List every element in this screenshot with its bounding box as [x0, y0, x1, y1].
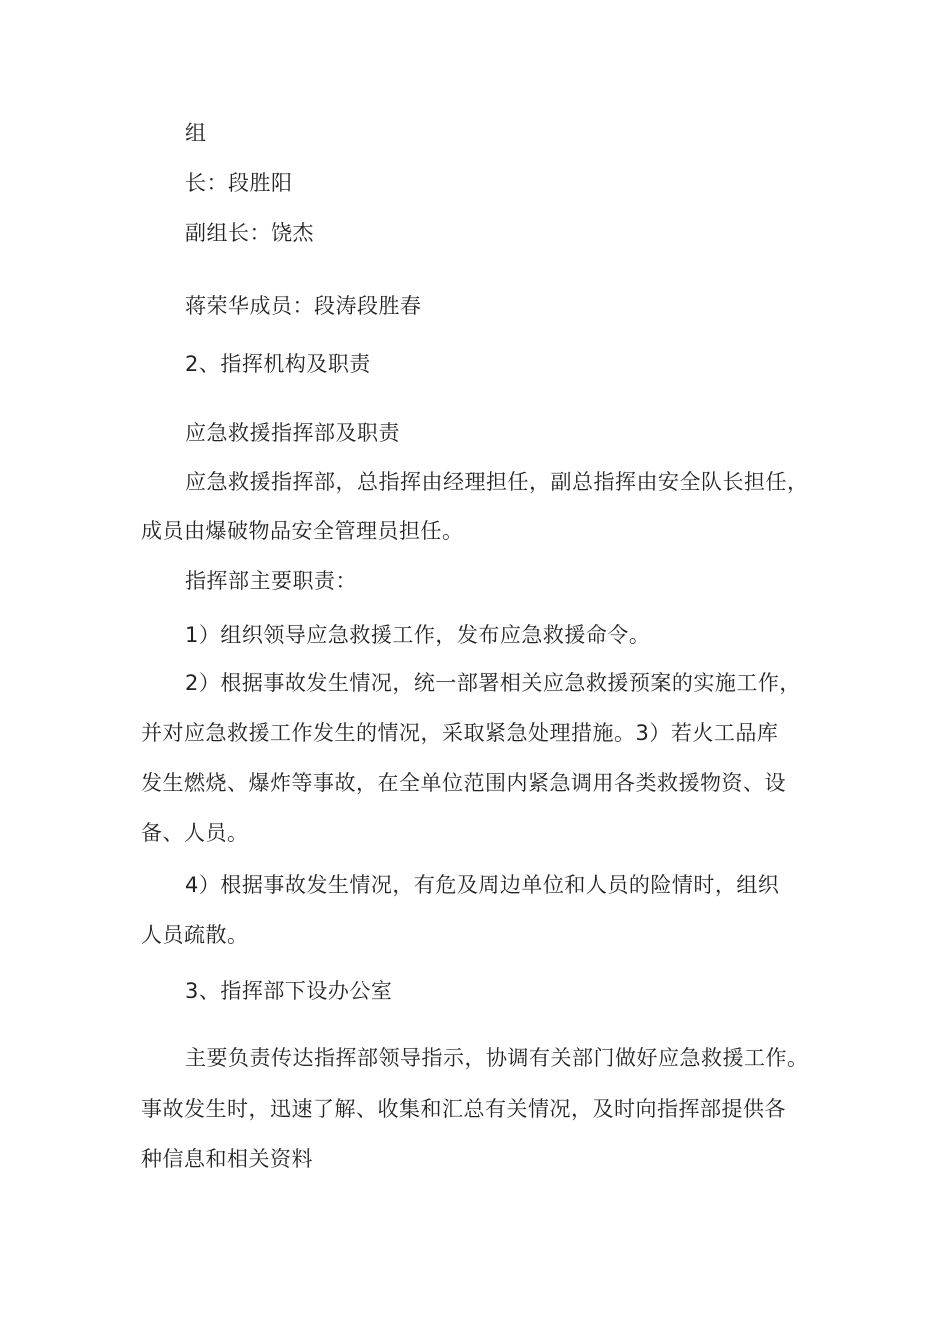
duty-item-4: 4）根据事故发生情况，有危及周边单位和人员的险情时，组织 [185, 873, 780, 897]
duties-heading: 指挥部主要职责： [185, 569, 357, 593]
paragraph-line: 种信息和相关资料 [141, 1147, 313, 1171]
section-heading-2: 2、指挥机构及职责 [185, 352, 371, 376]
group-label-line: 组 [185, 121, 207, 145]
section-heading-3: 3、指挥部下设办公室 [185, 979, 393, 1003]
paragraph-line: 并对应急救援工作发生的情况，采取紧急处理措施。3）若火工品库 [141, 721, 779, 745]
paragraph-line: 事故发生时，迅速了解、收集和汇总有关情况，及时向指挥部提供各 [141, 1097, 786, 1121]
deputy-leader-line: 副组长：饶杰 [185, 221, 314, 245]
paragraph-line: 备、人员。 [141, 821, 249, 845]
members-line: 蒋荣华成员：段涛段胜春 [185, 294, 422, 318]
paragraph-line: 成员由爆破物品安全管理员担任。 [141, 519, 464, 543]
paragraph-line: 应急救援指挥部，总指挥由经理担任，副总指挥由安全队长担任， [185, 470, 809, 494]
duty-item-1: 1）组织领导应急救援工作，发布应急救援命令。 [185, 623, 651, 647]
subheading-command-duties: 应急救援指挥部及职责 [185, 421, 400, 445]
paragraph-line: 主要负责传达指挥部领导指示，协调有关部门做好应急救援工作。 [185, 1046, 809, 1070]
paragraph-line: 人员疏散。 [141, 923, 249, 947]
paragraph-line: 发生燃烧、爆炸等事故，在全单位范围内紧急调用各类救援物资、设 [141, 771, 786, 795]
duty-item-2: 2）根据事故发生情况，统一部署相关应急救援预案的实施工作， [185, 671, 801, 695]
group-leader-line: 长：段胜阳 [185, 171, 293, 195]
